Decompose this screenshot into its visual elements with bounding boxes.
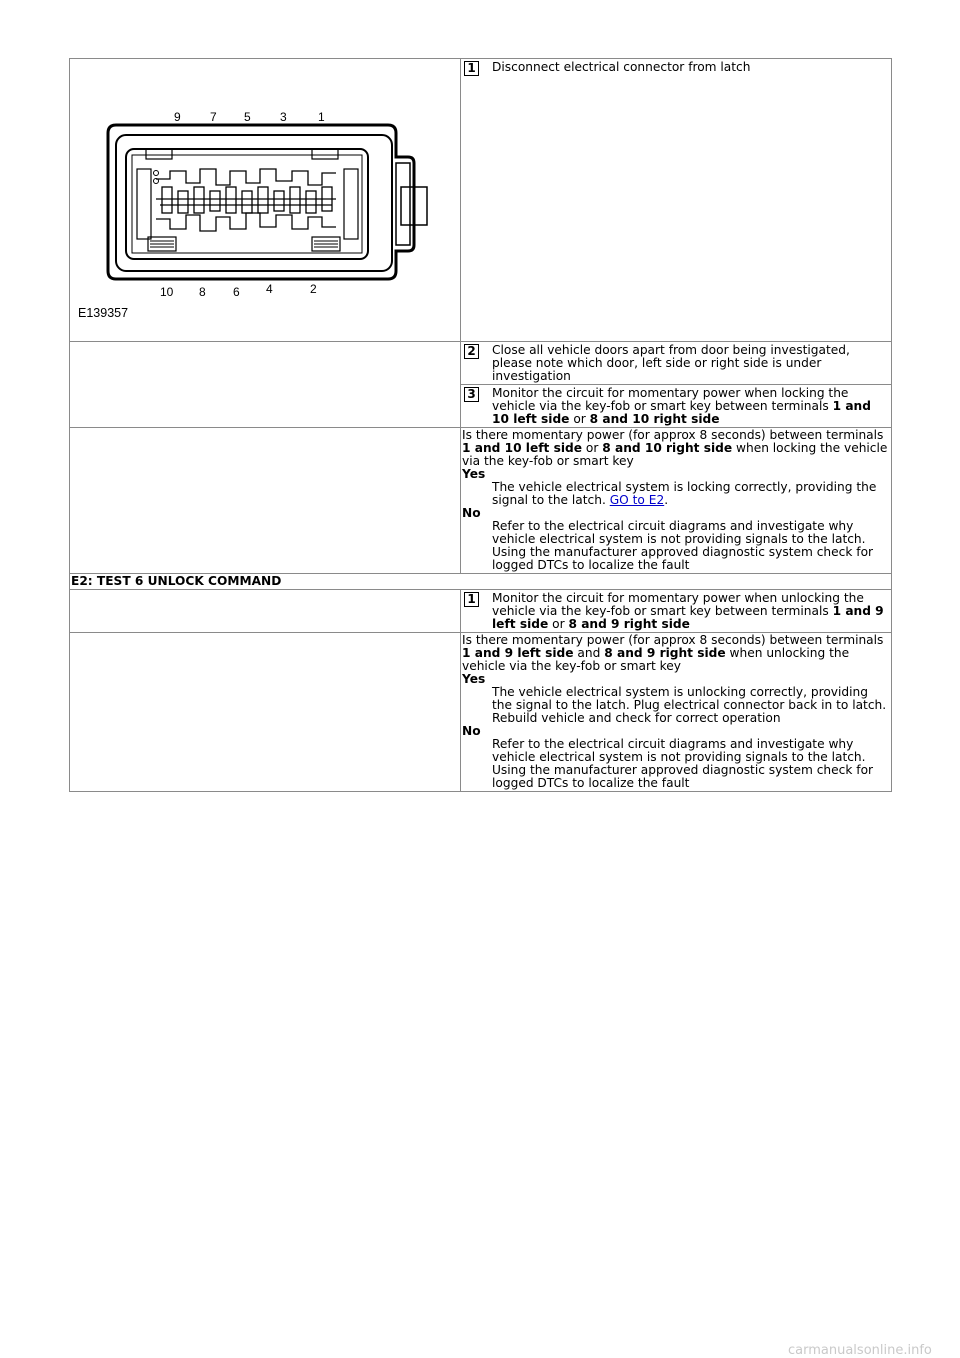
step-text: Close all vehicle doors apart from door being investigated, please note which door, left side or right side is under investigation xyxy=(492,343,850,383)
no-label: No xyxy=(462,506,481,520)
yes-label: Yes xyxy=(462,672,486,686)
no-answer: Refer to the electrical circuit diagrams and investigate why vehicle electrical system is not providing signals to the latch. Using the manufacturer approved diagnostic system check for logged DTCs to localize the fault xyxy=(492,519,874,572)
question-text: when locking the vehicle via the key-fob or smart key xyxy=(462,441,888,468)
pin-label: 2 xyxy=(310,282,317,296)
terminal-ref: 1 and 9 left side xyxy=(462,646,574,660)
connector-figure-cell xyxy=(70,59,461,342)
terminal-ref: 8 and 9 right side xyxy=(568,617,690,631)
step-text: Monitor the circuit for momentary power when locking the vehicle via the key-fob or smart key between terminals xyxy=(492,386,849,413)
pin-label: 3 xyxy=(280,110,287,124)
yes-answer xyxy=(462,481,889,507)
answer-text: The vehicle electrical system is locking correctly, providing the signal to the latch. xyxy=(492,480,877,507)
answer-text: . xyxy=(664,493,669,507)
empty-cell xyxy=(70,428,461,574)
step-number: 1 xyxy=(464,61,479,76)
yes-label: Yes xyxy=(462,467,486,481)
step-text: Disconnect electrical connector from latch xyxy=(492,60,751,74)
step-cell xyxy=(461,342,892,385)
e1-question xyxy=(461,428,891,573)
e1-step-2 xyxy=(461,342,891,384)
question-text: and xyxy=(573,646,605,660)
terminal-ref: 1 and 10 left side xyxy=(492,399,871,426)
step-text: or xyxy=(548,617,569,631)
terminal-ref: 1 and 10 left side xyxy=(462,441,583,455)
step-text: or xyxy=(569,412,590,426)
terminal-ref: 1 and 9 left side xyxy=(492,604,884,631)
step-number: 2 xyxy=(464,344,479,359)
e2-step-1 xyxy=(461,590,891,632)
pin-label: 7 xyxy=(210,110,217,124)
e1-step-3 xyxy=(461,385,891,427)
section-heading: E2: TEST 6 UNLOCK COMMAND xyxy=(71,574,282,588)
question-text: Is there momentary power (for approx 8 seconds) between terminals xyxy=(462,428,884,442)
terminal-ref: 8 and 10 right side xyxy=(602,441,733,455)
section-heading-cell xyxy=(70,574,892,590)
step-number: 1 xyxy=(464,592,479,607)
yes-answer: The vehicle electrical system is unlocking correctly, providing the signal to the latch. Plug electrical connector back in to latch. Rebuild vehicle and check for correct operation xyxy=(492,685,887,725)
question-cell xyxy=(461,428,892,574)
step-cell xyxy=(461,590,892,633)
e1-step-1 xyxy=(461,59,891,75)
step-number: 3 xyxy=(464,387,479,402)
pin-label: 4 xyxy=(266,282,273,296)
no-answer: Refer to the electrical circuit diagrams and investigate why vehicle electrical system is not providing signals to the latch. Using the manufacturer approved diagnostic system check for logged DTCs to localize the fault xyxy=(492,737,874,790)
empty-cell xyxy=(70,590,461,633)
no-label: No xyxy=(462,724,481,738)
empty-cell xyxy=(70,633,461,792)
question-cell xyxy=(461,633,892,792)
step-cell xyxy=(461,385,892,428)
pin-label: 5 xyxy=(244,110,251,124)
question-text: Is there momentary power (for approx 8 seconds) between terminals xyxy=(462,633,884,647)
procedure-table xyxy=(69,58,892,792)
step-text: Monitor the circuit for momentary power when unlocking the vehicle via the key-fob or smart key between terminals xyxy=(492,591,864,618)
pin-label: 1 xyxy=(318,110,325,124)
pin-label: 10 xyxy=(160,285,174,299)
question-text: or xyxy=(582,441,603,455)
connector-diagram xyxy=(70,59,458,341)
terminal-ref: 8 and 10 right side xyxy=(589,412,720,426)
question-text: when unlocking the vehicle via the key-fob or smart key xyxy=(462,646,850,673)
step-cell xyxy=(461,59,892,342)
watermark: carmanualsonline.info xyxy=(788,1343,932,1358)
figure-id-label: E139357 xyxy=(78,306,129,320)
go-to-e2-link[interactable]: GO to E2 xyxy=(609,493,665,507)
terminal-ref: 8 and 9 right side xyxy=(604,646,726,660)
pin-label: 9 xyxy=(174,110,181,124)
pin-label: 6 xyxy=(233,285,240,299)
e2-question xyxy=(461,633,891,791)
pin-label: 8 xyxy=(199,285,206,299)
empty-cell xyxy=(70,342,461,428)
